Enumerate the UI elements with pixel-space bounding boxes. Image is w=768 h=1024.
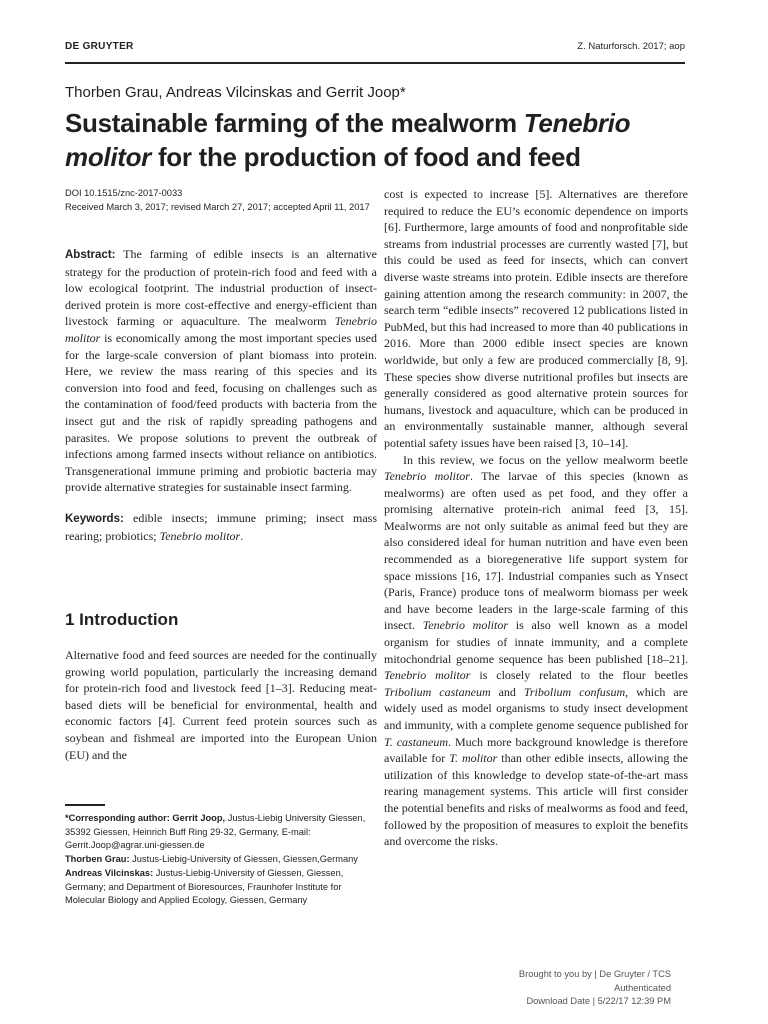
author-list: Thorben Grau, Andreas Vilcinskas and Gerrit Joop* bbox=[65, 84, 406, 101]
footnote-rule bbox=[65, 804, 105, 806]
right-column bbox=[384, 186, 688, 850]
left-column bbox=[65, 246, 377, 544]
stamp-line-3: Download Date | 5/22/17 12:39 PM bbox=[526, 996, 671, 1007]
keywords: Keywords: edible insects; immune priming; insect mass rearing; probiotics; Tenebrio molitor. bbox=[65, 510, 377, 543]
footnote-author-grau: Thorben Grau: Justus-Liebig-University of Giessen, Giessen,Germany bbox=[65, 854, 358, 865]
footnote-corresponding-author: *Corresponding author: Gerrit Joop, Justus-Liebig University Giessen, 35392 Giessen, Heinrich Buff Ring 29-32, Germany, E-mail: Gerrit.Joop@agrar.uni-giessen.de bbox=[65, 813, 366, 851]
header-rule bbox=[65, 62, 685, 64]
doi: DOI 10.1515/znc-2017-0033 bbox=[65, 188, 183, 198]
article-title bbox=[65, 106, 685, 174]
body-paragraph-1: cost is expected to increase [5]. Alternatives are therefore required to reduce the EU’s economic dependence on imports [6]. Furthermore, large amounts of food and nonprofitable side streams from industrial processes are currently wasted [7], but this could be used as feed for insects, which can convert diverse waste streams into protein. Edible insects are therefore gaining attention among the research community: in 2007, the search term “edible insects” recovered 12 publications listed in PubMed, but this had increased to more than 40 publications in 2016. More than 2000 edible insect species are known worldwide, but only a few are produced commercially [8, 9]. These species show diverse nutritional profiles but insects are generally considered as good alternative protein sources for humans, livestock and aquaculture, which can be produced in an environmentally sustainable manner, although several potential safety issues have been raised [3, 10–14]. bbox=[384, 187, 688, 450]
footnote-author-vilcinskas: Andreas Vilcinskas: Justus-Liebig-University of Giessen, Giessen, Germany; and Department of Bioresources, Fraunhofer Institute for Molecular Biology and Applied Ecology, Giessen, Germany bbox=[65, 867, 344, 906]
stamp-line-2: Authenticated bbox=[614, 982, 671, 993]
author-footnotes bbox=[65, 812, 377, 908]
intro-paragraph: Alternative food and feed sources are needed for the continually growing world population, particularly the increasing demand for protein-rich food and livestock feed [1–3]. Reducing meat-based diets will be beneficial for environmental, health and economic factors [4]. Current feed protein sources such as soybean and fishmeal are imported into the European Union (EU) and the bbox=[65, 648, 377, 762]
publisher-name: DE GRUYTER bbox=[65, 41, 134, 52]
journal-citation: Z. Naturforsch. 2017; aop bbox=[577, 41, 685, 52]
article-dates: Received March 3, 2017; revised March 27, 2017; accepted April 11, 2017 bbox=[65, 201, 370, 212]
section-heading-introduction: 1 Introduction bbox=[65, 610, 179, 629]
page-header bbox=[65, 41, 685, 65]
body-paragraph-2: In this review, we focus on the yellow mealworm beetle Tenebrio molitor. The larvae of this species (known as mealworms) are often used as pet food, and they offer a promising alternative protein-rich animal feed [3, 15]. Mealworms are not only suitable as animal feed but they are also considered ideal for human nutrition and have even been recommended as a bioregenerative life support system for space missions [16, 17]. Industrial companies such as Ynsect (Paris, France) produce tons of mealworm biomass per week and have become leaders in the large-scale farming of this insect. Tenebrio molitor is also well known as a model organism for studies of innate immunity, and a complete mitochondrial genome sequence has been published [18–21]. Tenebrio molitor is closely related to the flour beetles Tribolium castaneum and Tribolium confusum, which are widely used as model organisms to study insect development and immunity, with a complete genome sequence published for T. castaneum. Much more background knowledge is therefore available for T. molitor than other edible insects, allowing the utilization of this knowledge to develop state-of-the-art mass rearing management systems. This article will first consider the potential benefits and risks of mealworms as food and feed, followed by the proposition of measures to exploit the benefits and overcome the risks. bbox=[384, 452, 689, 849]
title-part-2: for the production of food and feed bbox=[151, 142, 581, 172]
title-species: Tenebrio molitor bbox=[65, 108, 631, 172]
stamp-line-1: Brought to you by | De Gruyter / TCS bbox=[518, 969, 671, 979]
abstract-label: Abstract: bbox=[65, 249, 116, 261]
abstract: Abstract: The farming of edible insects is an alternative strategy for the production of protein-rich food and feed with a low ecological footprint. The industrial production of insect-derived protein is more cost-effective and energy-efficient than livestock farming or aquaculture. The mealworm Tenebrio molitor is economically among the most important species used for the large-scale conversion of plant biomass into protein. Here, we review the mass rearing of this species and its conversion into food and feed, focusing on challenges such as the contamination of food/feed products with bacteria from the insect gut and the risk of rapidly spreading pathogens and parasites. We propose solutions to prevent the outbreak of infections among farmed insects without reliance on antibiotics. Transgenerational immune priming and probiotic bacteria may provide alternative strategies for sustainable insect farming. bbox=[65, 247, 377, 495]
article-meta bbox=[65, 187, 377, 214]
download-stamp bbox=[431, 968, 671, 1009]
title-part-1: Sustainable farming of the mealworm bbox=[65, 108, 524, 138]
keywords-label: Keywords: bbox=[65, 512, 124, 525]
